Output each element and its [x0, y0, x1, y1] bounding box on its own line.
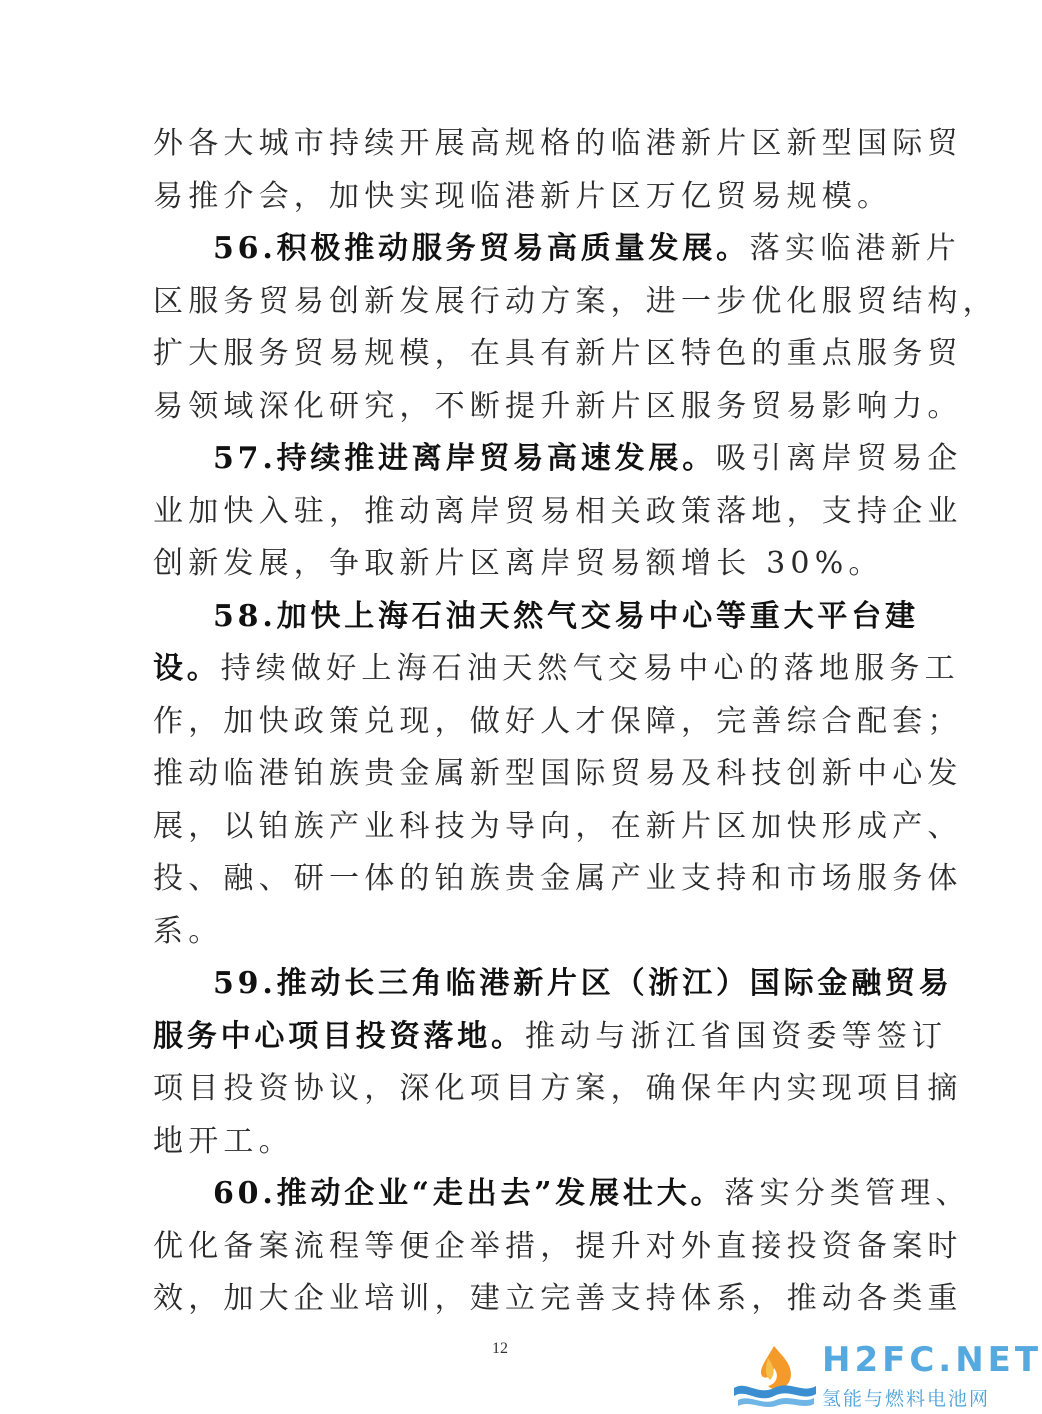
item-heading-58: 58.加快上海石油天然气交易中心等重大平台建	[213, 598, 919, 634]
text-line: 易领域深化研究，不断提升新片区服务贸易影响力。	[153, 388, 963, 424]
text-line: 推动临港铂族贵金属新型国际贸易及科技创新中心发	[153, 756, 963, 791]
item-heading-59-cont: 服务中心项目投资落地。	[153, 1018, 525, 1054]
item-heading-60: 60.推动企业“走出去”发展壮大。	[213, 1176, 725, 1211]
item-heading-56: 56.积极推动服务贸易高质量发展。	[213, 231, 750, 266]
text-line: 展，以铂族产业科技为导向，在新片区加快形成产、	[153, 808, 963, 844]
paragraph-60-first-line	[153, 1168, 971, 1221]
text-line: 效，加大企业培训，建立完善支持体系，推动各类重	[153, 1281, 963, 1316]
body-text	[153, 118, 998, 1326]
text-run: 吸引离岸贸易企	[716, 441, 963, 476]
text-run: 持续做好上海石油天然气交易中心的落地服务工	[220, 651, 960, 686]
paragraph-56-first-line	[153, 223, 961, 276]
flame-wave-logo-icon	[728, 1340, 820, 1410]
site-watermark	[728, 1340, 1042, 1410]
paragraph-59-second-line	[153, 1011, 948, 1064]
text-line: 创新发展，争取新片区离岸贸易额增长 30%。	[153, 546, 884, 581]
text-line: 项目投资协议，深化项目方案，确保年内实现项目摘	[153, 1071, 963, 1106]
page-number: 12	[492, 1340, 508, 1357]
text-run: 落实临港新片	[749, 231, 961, 266]
watermark-subtitle: 氢能与燃料电池网	[822, 1388, 991, 1410]
paragraph-59-first-line	[153, 958, 953, 1011]
text-line: 系。	[153, 913, 224, 949]
text-line: 扩大服务贸易规模，在具有新片区特色的重点服务贸	[153, 336, 963, 371]
text-line: 作，加快政策兑现，做好人才保障，完善综合配套；	[153, 703, 963, 739]
text-line: 易推介会，加快实现临港新片区万亿贸易规模。	[153, 178, 893, 214]
text-line: 优化备案流程等便企举措，提升对外直接投资备案时	[153, 1228, 963, 1264]
paragraph-58-first-line	[153, 591, 919, 644]
text-line: 投、融、研一体的铂族贵金属产业支持和市场服务体	[153, 861, 963, 896]
item-heading-59: 59.推动长三角临港新片区（浙江）国际金融贸易	[213, 966, 953, 1001]
text-line: 地开工。	[153, 1123, 294, 1159]
text-run: 推动与浙江省国资委等签订	[524, 1018, 948, 1054]
item-heading-58-cont: 设。	[153, 651, 221, 686]
text-run: 落实分类管理、	[724, 1176, 971, 1211]
paragraph-57-first-line	[153, 433, 963, 486]
text-line: 区服务贸易创新发展行动方案，进一步优化服贸结构，	[153, 283, 998, 319]
watermark-title: H2FC.NET	[822, 1340, 1042, 1380]
text-line: 外各大城市持续开展高规格的临港新片区新型国际贸	[153, 126, 963, 161]
item-heading-57: 57.持续推进离岸贸易高速发展。	[213, 441, 716, 476]
paragraph-58-second-line	[153, 643, 960, 696]
text-line: 业加快入驻，推动离岸贸易相关政策落地，支持企业	[153, 493, 963, 529]
